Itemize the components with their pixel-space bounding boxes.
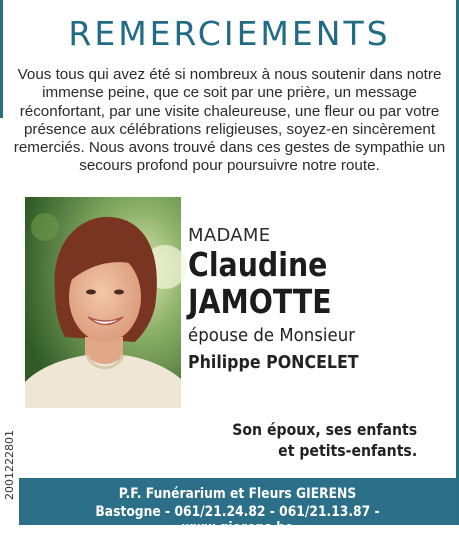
honorific: MADAME: [188, 225, 271, 246]
spouse-line-1: épouse de Monsieur: [188, 325, 356, 346]
footer-contact: Bastogne - 061/21.24.82 - 061/21.13.87 - www.gierens.be: [95, 504, 380, 536]
portrait-photo: [25, 197, 181, 408]
first-name: Claudine: [188, 245, 328, 284]
family-line-1: Son époux, ses enfants: [232, 420, 417, 439]
page-title: REMERCIEMENTS: [68, 14, 391, 53]
footer-company: P.F. Funérarium et Fleurs GIERENS: [118, 486, 357, 502]
last-name: JAMOTTE: [188, 282, 332, 321]
funeral-home-footer: [19, 478, 456, 536]
spouse-line-2: Philippe PONCELET: [188, 352, 359, 373]
thank-you-message: Vous tous qui avez été si nombreux à nous soutenir dans notre immense peine, que ce soit par une prière, un message réconfortant, par une visite chaleureuse, une fleur ou par votre présence aux célébrations religieuses, soyez-en sincèrement remerciés. Nous avons trouvé dans ces gestes de sympathie un secours profond pour poursuivre notre route.: [13, 66, 446, 175]
family-signature: [232, 419, 417, 461]
family-line-2: et petits-enfants.: [277, 441, 417, 460]
reference-number: 2001222801: [3, 430, 16, 500]
